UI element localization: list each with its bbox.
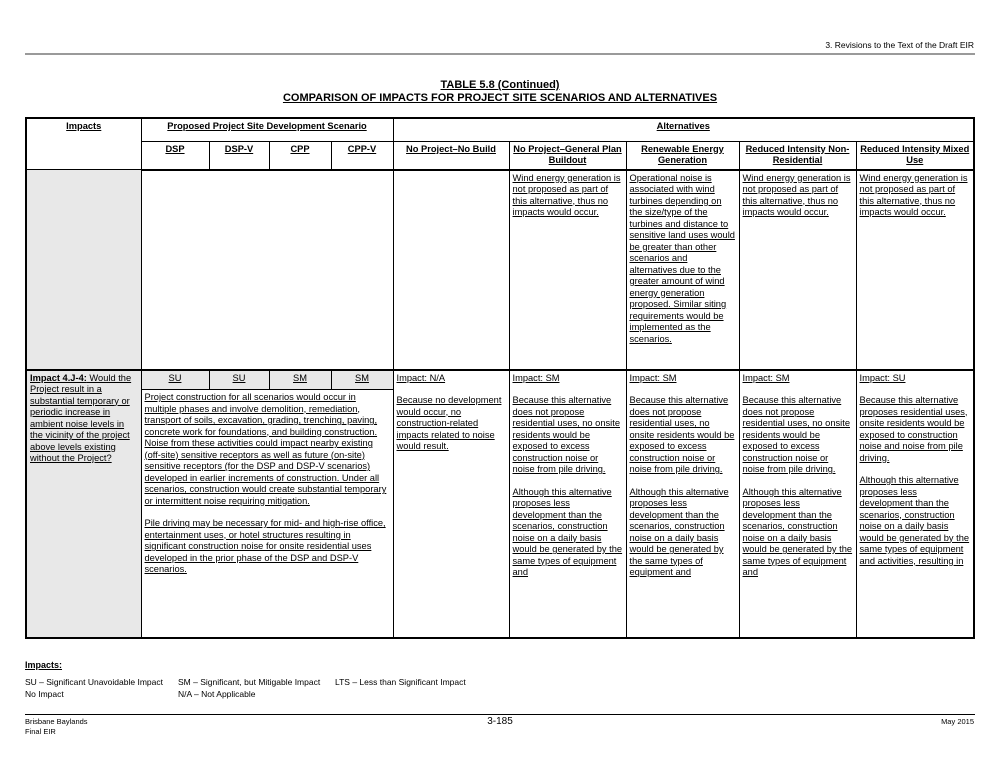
- footer-rule: [25, 714, 975, 715]
- cell-impact-question: [26, 370, 141, 638]
- footer-project-name: Brisbane Baylands: [25, 717, 88, 726]
- cell-renewable-impact: [626, 370, 739, 638]
- impact-paragraph: Because no development would occur, no construction-related impacts related to noise would result.: [396, 395, 502, 451]
- impacts-legend: [25, 659, 466, 699]
- legend-su: SU – Significant Unavoidable Impact: [25, 677, 163, 687]
- cell-no-build-impact: [393, 370, 509, 638]
- legend-no-impact: No Impact: [25, 689, 64, 699]
- legend-sm: SM – Significant, but Mitigable Impact: [178, 677, 321, 687]
- impact-rating-line: Impact: SM: [512, 372, 560, 383]
- cell-reduced-nonres-continuation: Wind energy generation is not proposed as part of this alternative, thus no impacts would occur.: [739, 170, 856, 370]
- rating-dsp: SU: [141, 370, 209, 390]
- rating-cpp-v: SM: [331, 370, 393, 390]
- impact-paragraph: Although this alternative proposes less development than the scenarios, construction noise on a daily basis would be generated by the same types of equipment and activities, resulting in: [859, 475, 970, 566]
- impact-paragraph: Although this alternative proposes less development than the scenarios, construction noise on a daily basis would be generated by the same types of equipment and: [629, 486, 729, 577]
- impact-paragraph: Although this alternative proposes less development than the scenarios, construction noise on a daily basis would be generated by the same types of equipment and: [512, 486, 623, 577]
- col-header-reduced-nonres: Reduced Intensity Non-Residential: [739, 141, 856, 170]
- cell-impacts-continuation: [26, 170, 141, 370]
- group-header-scenarios: Proposed Project Site Development Scenario: [141, 118, 393, 141]
- cell-scenarios-impact-description: [141, 390, 393, 638]
- impact-paragraph: Project construction for all scenarios would occur in multiple phases and involve demolition, remediation, transport of soils, excavation, grading, trenching, paving, concrete work for foundations, and building construction. Noise from these activities could impact nearby existing (off-site) sensitive receptors as well as future (on-site) sensitive receptors (for the DSP and DSP-V scenarios) developed in earlier increments of construction. Under all scenarios, construction would create substantial temporary or intermittent noise requiring mitigation.: [144, 392, 387, 506]
- cell-no-build-continuation: [393, 170, 509, 370]
- cell-scenarios-continuation: [141, 170, 393, 370]
- impact-rating-line: Impact: SU: [859, 372, 906, 383]
- legend-lts: LTS – Less than Significant Impact: [335, 677, 466, 687]
- cell-gp-buildout-impact: [509, 370, 626, 638]
- col-header-reduced-mixed: Reduced Intensity Mixed Use: [856, 141, 974, 170]
- table-title: [0, 79, 1000, 105]
- impact-number-label: Impact 4.J-4:: [30, 372, 87, 383]
- impact-paragraph: Because this alternative does not propose residential uses, no onsite residents would be exposed to excess construction noise or noise from pile driving.: [512, 395, 620, 474]
- impact-paragraph: Pile driving may be necessary for mid- and high-rise office, entertainment uses, or hotel structures resulting in significant construction noise for onsite residential uses developed in the prior phase of the DSP and DSP-V scenarios.: [144, 518, 386, 574]
- rating-dsp-v: SU: [209, 370, 269, 390]
- running-header: 3. Revisions to the Text of the Draft EIR: [825, 40, 974, 50]
- header-rule: [25, 53, 975, 55]
- page-number: 3-185: [487, 716, 513, 727]
- comparison-table: [25, 117, 975, 639]
- cell-reduced-mixed-impact: [856, 370, 974, 638]
- impact-paragraph: Because this alternative does not propose residential uses, no onsite residents would be exposed to excess construction noise or noise from pile driving.: [742, 395, 850, 474]
- col-header-dsp-v: DSP-V: [209, 141, 269, 170]
- footer-date: May 2015: [941, 717, 974, 726]
- impact-question-text: Would the Project result in a substantial temporary or periodic increase in ambient noise levels in the vicinity of the project above levels existing without the Project?: [30, 372, 132, 463]
- col-header-dsp: DSP: [141, 141, 209, 170]
- col-header-impacts: Impacts: [26, 118, 141, 170]
- legend-na: N/A – Not Applicable: [178, 689, 256, 699]
- table-title-line2: COMPARISON OF IMPACTS FOR PROJECT SITE SCENARIOS AND ALTERNATIVES: [282, 92, 718, 104]
- impact-rating-line: Impact: SM: [629, 372, 677, 383]
- impact-paragraph: Because this alternative does not propose residential uses, no onsite residents would be exposed to excess construction noise or noise from pile driving.: [629, 395, 735, 474]
- rating-cpp: SM: [269, 370, 331, 390]
- footer-document-name: Final EIR: [25, 727, 56, 736]
- impact-paragraph: Although this alternative proposes less development than the scenarios, construction noise on a daily basis would be generated by the same types of equipment and: [742, 486, 853, 577]
- impact-rating-line: Impact: N/A: [396, 372, 446, 383]
- group-header-alternatives: Alternatives: [393, 118, 974, 141]
- col-header-no-build: No Project–No Build: [393, 141, 509, 170]
- table-title-line1: TABLE 5.8 (Continued): [440, 79, 560, 91]
- col-header-renewable: Renewable Energy Generation: [626, 141, 739, 170]
- cell-renewable-continuation: Operational noise is associated with wind turbines depending on the size/type of the turbines and distance to sensitive land uses would be greater than other scenarios and alternatives due to the greater amount of wind energy generation proposed. Similar siting requirements would be implemented as the scenarios.: [626, 170, 739, 370]
- impact-rating-line: Impact: SM: [742, 372, 790, 383]
- impact-paragraph: Because this alternative proposes residential uses, onsite residents would be exposed to construction noise and noise from pile driving.: [859, 395, 968, 463]
- col-header-gp-buildout: No Project–General Plan Buildout: [509, 141, 626, 170]
- col-header-cpp: CPP: [269, 141, 331, 170]
- col-header-cpp-v: CPP-V: [331, 141, 393, 170]
- cell-reduced-mixed-continuation: Wind energy generation is not proposed as part of this alternative, thus no impacts would occur.: [856, 170, 974, 370]
- cell-reduced-nonres-impact: [739, 370, 856, 638]
- legend-heading: Impacts:: [25, 660, 63, 670]
- cell-gp-buildout-continuation: Wind energy generation is not proposed as part of this alternative, thus no impacts would occur.: [509, 170, 626, 370]
